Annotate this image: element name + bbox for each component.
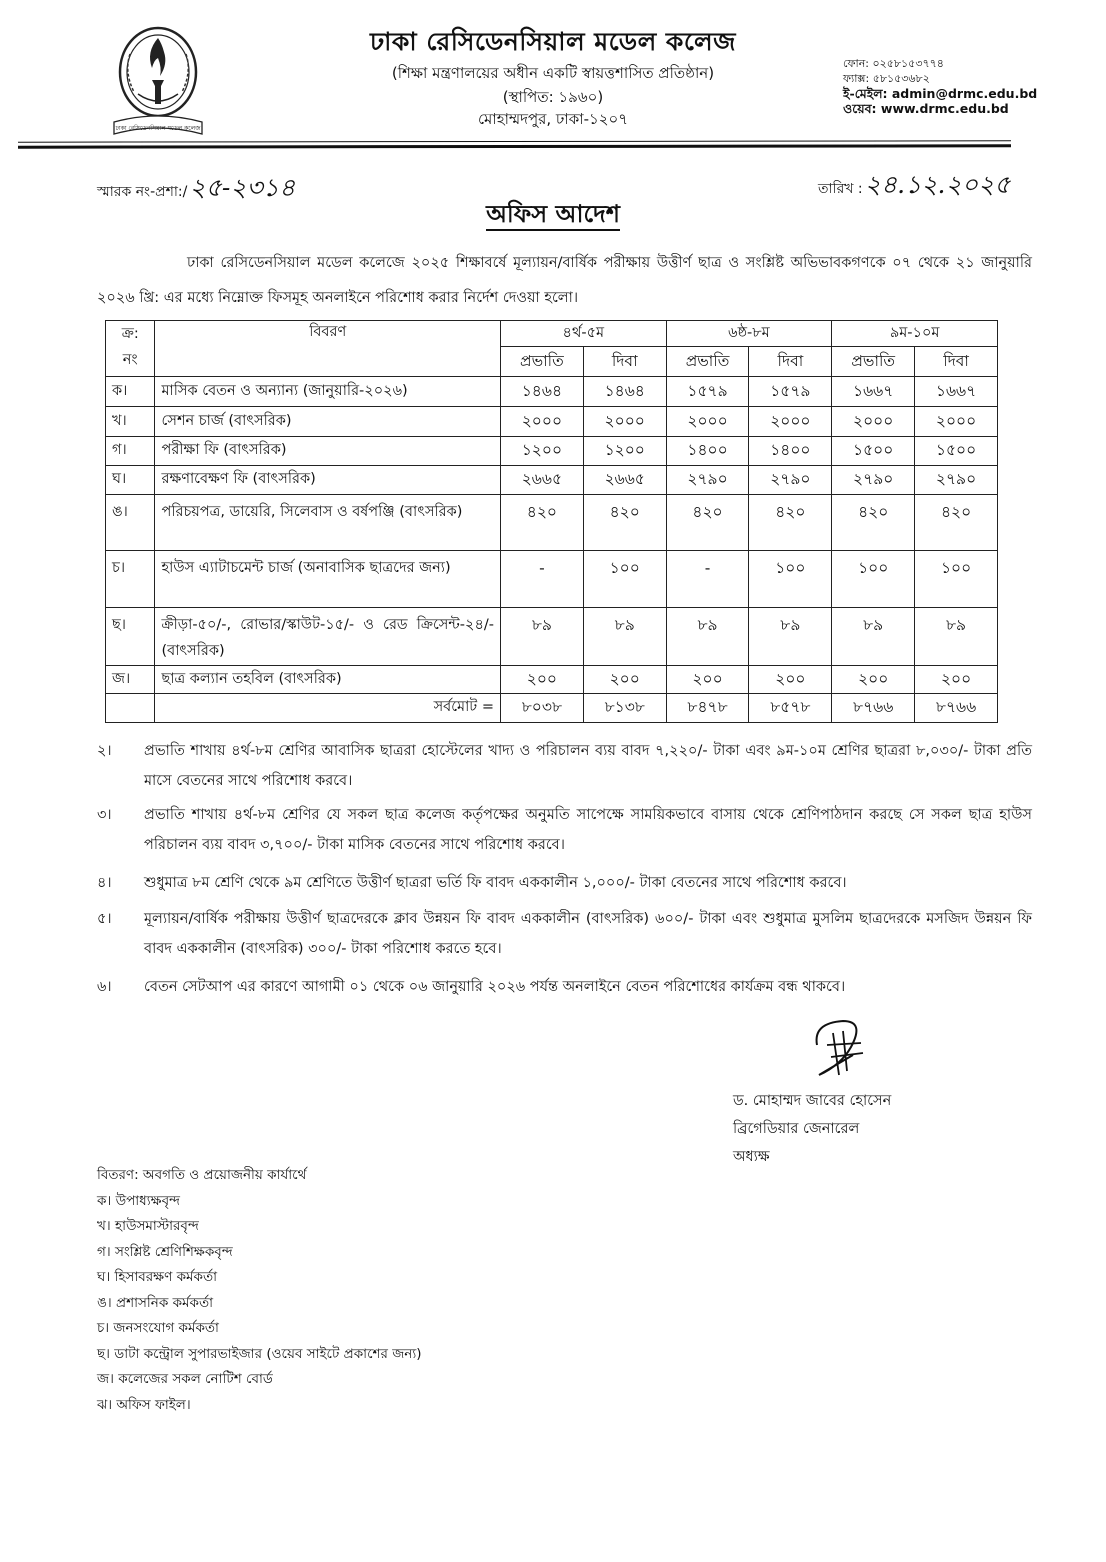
instruction-number: ২। [97, 743, 112, 759]
row-description: রক্ষণাবেক্ষণ ফি (বাৎসরিক) [155, 466, 500, 495]
list-item: ছ। ডাটা কন্ট্রোল সুপারভাইজার (ওয়েব সাইটে প্রকাশের জন্য) [97, 1345, 422, 1362]
fee-cell: ৪২০ [832, 495, 915, 551]
fee-cell: ২৭৯০ [749, 466, 832, 495]
total-cell: ৮৭৬৬ [915, 694, 998, 723]
list-item: ঙ। প্রশাসনিক কর্মকর্তা [97, 1294, 214, 1311]
total-cell: ৮৫৭৮ [749, 694, 832, 723]
table-row [106, 551, 998, 608]
instruction-6 [97, 972, 1032, 1002]
fee-cell: ৪২০ [500, 495, 583, 551]
fee-cell: ১০০ [749, 551, 832, 608]
instruction-text: প্রভাতি শাখায় ৪র্থ-৮ম শ্রেণির যে সকল ছাত্র কলেজ কর্তৃপক্ষের অনুমতি সাপেক্ষে সাময়িকভাবে বাসায় থেকে শ্রেণিপাঠদান করছে সে সকল ছাত্র হাউস পরিচালন ব্যয় বাবদ ৩,৭০০/- টাকা মাসিক বেতনের সাথে পরিশোধ করবে। [144, 807, 1032, 853]
row-description: হাউস এ্যাটাচমেন্ট চার্জ (অনাবাসিক ছাত্রদের জন্য) [155, 551, 500, 608]
fee-cell: ১০০ [832, 551, 915, 608]
table-row [106, 407, 998, 437]
fee-table [105, 320, 998, 723]
table-row [106, 495, 998, 551]
fee-cell: ২০০ [500, 666, 583, 694]
fee-cell: ৪২০ [915, 495, 998, 551]
row-description: মাসিক বেতন ও অন্যান্য (জানুয়ারি-২০২৬) [155, 377, 500, 407]
row-serial: ঙ। [106, 495, 155, 551]
fee-cell: ২০০ [915, 666, 998, 694]
instruction-number: ৪। [97, 875, 112, 891]
memo-value: ২৫-২৩১৪ [189, 173, 296, 202]
col-shift-day: দিবা [749, 347, 832, 377]
list-item: ঘ। হিসাবরক্ষণ কর্মকর্তা [97, 1269, 218, 1285]
list-item: চ। জনসংযোগ কর্মকর্তা [97, 1320, 219, 1336]
row-description: পরিচয়পত্র, ডায়েরি, সিলেবাস ও বর্ষপঞ্জি (বাৎসরিক) [155, 495, 500, 551]
row-description: সেশন চার্জ (বাৎসরিক) [155, 407, 500, 437]
college-name: ঢাকা রেসিডেনসিয়াল মডেল কলেজ [370, 27, 736, 56]
instruction-2 [97, 736, 1032, 796]
fee-cell: ২৭৯০ [832, 466, 915, 495]
list-item: খ। হাউসমাস্টারবৃন্দ [97, 1218, 199, 1234]
fee-cell: ২০০০ [583, 407, 666, 437]
instruction-number: ৬। [97, 979, 112, 995]
fee-cell: ২০০০ [915, 407, 998, 437]
list-item: ঝ। অফিস ফাইল। [97, 1396, 191, 1413]
intro-paragraph: ঢাকা রেসিডেনসিয়াল মডেল কলেজে ২০২৫ শিক্ষাবর্ষে মূল্যায়ন/বার্ষিক পরীক্ষায় উত্তীর্ণ ছাত্র ও সংশ্লিষ্ট অভিভাবকগণকে ০৭ থেকে ২১ জানুয়ারি ২০২৬ খ্রি: এর মধ্যে নিম্নোক্ত ফিসমূহ অনলাইনে পরিশোধ করার নির্দেশ দেওয়া হলো। [97, 255, 1032, 306]
fee-cell: ২৭৯০ [915, 466, 998, 495]
fee-cell: ১৬৬৭ [832, 377, 915, 407]
instruction-text: মূল্যায়ন/বার্ষিক পরীক্ষায় উত্তীর্ণ ছাত্রদেরকে ক্লাব উন্নয়ন ফি বাবদ এককালীন (বাৎসরিক) ৬০০/- টাকা এবং শুধুমাত্র মুসলিম ছাত্রদেরকে মসজিদ উন্নয়ন ফি বাবদ এককালীন (বাৎসরিক) ৩০০/- টাকা পরিশোধ করতে হবে। [144, 911, 1032, 957]
instruction-number: ৫। [97, 911, 112, 927]
col-group-6-8: ৬ষ্ঠ-৮ম [666, 321, 832, 347]
row-serial: ক। [106, 377, 155, 407]
col-shift-day: দিবা [583, 347, 666, 377]
instruction-3 [97, 800, 1032, 860]
header-divider-thin [18, 140, 1011, 142]
row-description: ক্রীড়া-৫০/-, রোভার/স্কাউট-১৫/- ও রেড ক্রিসেন্ট-২৪/- (বাৎসরিক) [155, 608, 500, 666]
table-row [106, 437, 998, 466]
fee-cell: ১৫৭৯ [749, 377, 832, 407]
col-group-9-10: ৯ম-১০ম [832, 321, 998, 347]
fee-cell: ১৫০০ [915, 437, 998, 466]
total-serial-empty [106, 694, 155, 723]
fee-cell: ৮৯ [749, 608, 832, 666]
fee-cell: ২০০০ [832, 407, 915, 437]
college-address: মোহাম্মদপুর, ঢাকা-১২০৭ [477, 110, 629, 128]
document-title: অফিস আদেশ [0, 196, 1106, 236]
col-shift-morning: প্রভাতি [666, 347, 749, 377]
fee-cell: ৪২০ [583, 495, 666, 551]
fee-cell: ৪২০ [666, 495, 749, 551]
fee-cell: ১২০০ [500, 437, 583, 466]
fee-cell: ২০০ [583, 666, 666, 694]
table-row [106, 666, 998, 694]
row-description: পরীক্ষা ফি (বাৎসরিক) [155, 437, 500, 466]
instruction-text: বেতন সেটআপ এর কারণে আগামী ০১ থেকে ০৬ জানুয়ারি ২০২৬ পর্যন্ত অনলাইনে বেতন পরিশোধের কার্যক্রম বন্ধ থাকবে। [144, 979, 846, 995]
row-serial: জ। [106, 666, 155, 694]
fee-cell: ২০০০ [500, 407, 583, 437]
established-year: (স্থাপিত: ১৯৬০) [502, 88, 604, 106]
phone-number: ফোন: ০২৫৮১৫৩৭৭৪ [843, 57, 944, 70]
table-row [106, 466, 998, 495]
svg-text:ঢাকা রেসিডেনসিয়াল মডেল কলেজ: ঢাকা রেসিডেনসিয়াল মডেল কলেজ [115, 125, 201, 132]
fee-cell: - [500, 551, 583, 608]
row-serial: চ। [106, 551, 155, 608]
fee-cell: ৮৯ [500, 608, 583, 666]
fee-cell: ২৬৬৫ [500, 466, 583, 495]
total-cell: ৮০৩৮ [500, 694, 583, 723]
email-address[interactable]: ই-মেইল: admin@drmc.edu.bd [843, 86, 1038, 101]
fee-cell: ২০০ [666, 666, 749, 694]
fee-cell: ১৬৬৭ [915, 377, 998, 407]
col-header-description: বিবরণ [155, 321, 500, 377]
total-label: সর্বমোট = [155, 694, 500, 723]
row-serial: ঘ। [106, 466, 155, 495]
signer-name: ড. মোহাম্মদ জাবের হোসেন [733, 1093, 892, 1109]
instruction-text: প্রভাতি শাখায় ৪র্থ-৮ম শ্রেণির আবাসিক ছাত্ররা হোস্টেলের খাদ্য ও পরিচালন ব্যয় বাবদ ৭,২২০/- টাকা এবং ৯ম-১০ম শ্রেণির ছাত্ররা ৮,০৩০/- টাকা প্রতি মাসে বেতনের সাথে পরিশোধ করবে। [144, 743, 1032, 789]
fee-cell: ১৪০০ [749, 437, 832, 466]
signer-designation: অধ্যক্ষ [733, 1149, 770, 1165]
fee-cell: ২৬৬৫ [583, 466, 666, 495]
col-group-4-5: ৪র্থ-৫ম [500, 321, 666, 347]
date-value: ২৪.১২.২০২৫ [864, 170, 1011, 199]
table-row [106, 377, 998, 407]
row-description: ছাত্র কল্যান তহবিল (বাৎসরিক) [155, 666, 500, 694]
fee-cell: ২০০০ [666, 407, 749, 437]
fee-cell: ৮৯ [915, 608, 998, 666]
fee-cell: ৮৯ [832, 608, 915, 666]
distribution-heading: বিতরণ: অবগতি ও প্রয়োজনীয় কার্যার্থে [97, 1167, 307, 1183]
fee-cell: ১২০০ [583, 437, 666, 466]
fee-cell: ২০০ [749, 666, 832, 694]
memo-label: স্মারক নং-প্রশা:/ [97, 184, 188, 200]
instruction-text: শুধুমাত্র ৮ম শ্রেণি থেকে ৯ম শ্রেণিতে উত্তীর্ণ ছাত্ররা ভর্তি ফি বাবদ এককালীন ১,০০০/- টাকা বেতনের সাথে পরিশোধ করবে। [144, 875, 847, 891]
signature-scribble-icon [805, 1015, 885, 1085]
fee-cell: ৮৯ [583, 608, 666, 666]
signer-block [733, 1087, 891, 1171]
signature [805, 1015, 885, 1085]
table-total-row [106, 694, 998, 723]
row-serial: গ। [106, 437, 155, 466]
col-shift-morning: প্রভাতি [832, 347, 915, 377]
fax-number: ফ্যাক্স: ৫৮১৫৩৬৮২ [843, 72, 930, 85]
fee-cell: ২৭৯০ [666, 466, 749, 495]
total-cell: ৮৭৬৬ [832, 694, 915, 723]
fee-cell: ৮৯ [666, 608, 749, 666]
table-header-row [106, 321, 998, 347]
list-item: গ। সংশ্লিষ্ট শ্রেণিশিক্ষকবৃন্দ [97, 1243, 233, 1260]
table-row [106, 608, 998, 666]
contact-block [843, 56, 1037, 116]
total-cell: ৮৪৭৮ [666, 694, 749, 723]
fee-cell: ১০০ [583, 551, 666, 608]
fee-cell: ১০০ [915, 551, 998, 608]
col-shift-day: দিবা [915, 347, 998, 377]
fee-cell: ৪২০ [749, 495, 832, 551]
fee-cell: ১৪৬৪ [583, 377, 666, 407]
signer-rank: ব্রিগেডিয়ার জেনারেল [733, 1121, 860, 1137]
date-label: তারিখ : [818, 181, 863, 197]
instruction-5 [97, 904, 1032, 964]
fee-cell: - [666, 551, 749, 608]
instruction-4 [97, 868, 1032, 898]
distribution-list [97, 1163, 422, 1418]
row-serial: ছ। [106, 608, 155, 666]
college-subtitle: (শিক্ষা মন্ত্রণালয়ের অধীন একটি স্বায়ত্তশাসিত প্রতিষ্ঠান) [391, 64, 715, 82]
col-header-serial: ক্র: নং [106, 321, 155, 377]
fee-cell: ২০০০ [749, 407, 832, 437]
total-cell: ৮১৩৮ [583, 694, 666, 723]
list-item: জ। কলেজের সকল নোটিশ বোর্ড [97, 1371, 273, 1387]
fee-cell: ২০০ [832, 666, 915, 694]
website-link[interactable]: ওয়েব: www.drmc.edu.bd [843, 101, 1009, 116]
list-item: ক। উপাধ্যক্ষবৃন্দ [97, 1192, 180, 1209]
fee-cell: ১৫০০ [832, 437, 915, 466]
row-serial: খ। [106, 407, 155, 437]
col-shift-morning: প্রভাতি [500, 347, 583, 377]
instruction-number: ৩। [97, 807, 112, 823]
header-divider-thick [18, 144, 1011, 148]
fee-cell: ১৫৭৯ [666, 377, 749, 407]
fee-cell: ১৪০০ [666, 437, 749, 466]
fee-cell: ১৪৬৪ [500, 377, 583, 407]
